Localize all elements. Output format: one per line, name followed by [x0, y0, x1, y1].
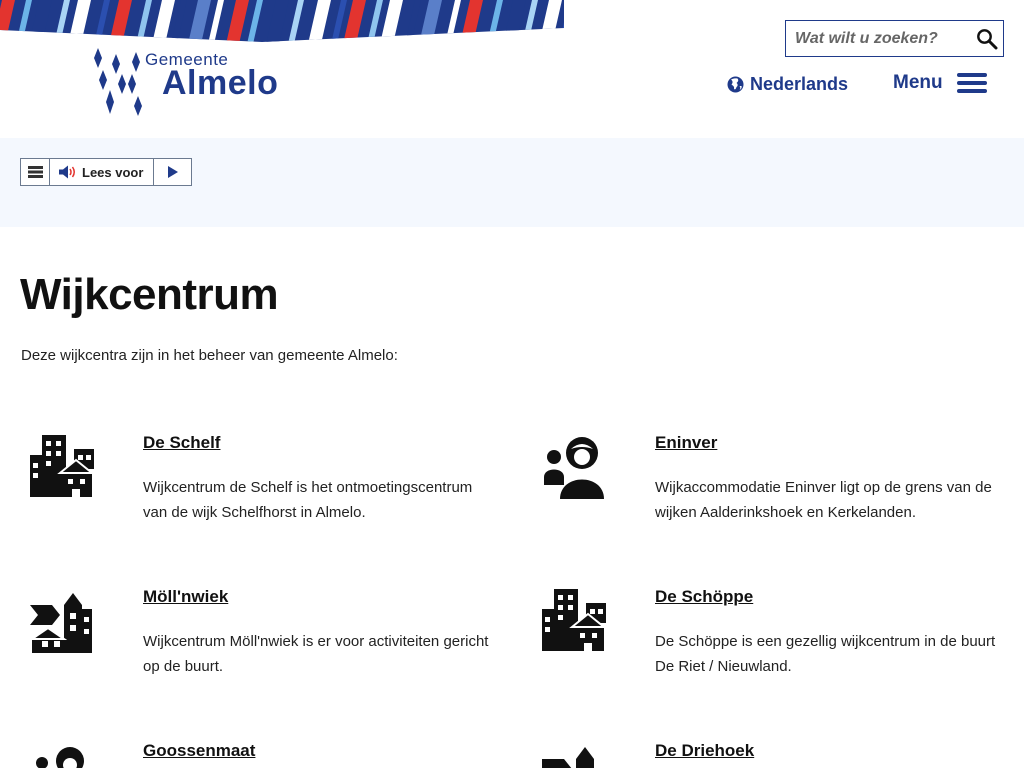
menu-button[interactable]	[893, 68, 987, 98]
page-intro: Deze wijkcentra zijn in het beheer van gemeente Almelo:	[21, 347, 398, 364]
card-title-link[interactable]: Möll'nwiek	[143, 587, 229, 606]
neighborhood-icon	[542, 741, 612, 768]
hamburger-icon	[957, 72, 987, 94]
page-title: Wijkcentrum	[20, 270, 279, 319]
card-description: De Schöppe is een gezellig wijkcentrum in de buurt De Riet / Nieuwland.	[655, 633, 996, 675]
site-header	[0, 0, 1024, 138]
people-icon	[542, 433, 612, 499]
search-box	[785, 20, 1004, 57]
speaker-icon	[59, 165, 77, 179]
language-label: Nederlands	[750, 73, 849, 94]
readspeaker-menu-button[interactable]	[21, 159, 50, 185]
card-description: Wijkcentrum Möll'nwiek is er voor activiteiten gericht op de buurt.	[143, 633, 489, 675]
city-buildings-icon	[542, 587, 612, 653]
play-button[interactable]	[154, 159, 191, 185]
logo-text-big: Almelo	[162, 64, 279, 102]
decorative-banner	[0, 0, 564, 44]
globe-icon	[727, 76, 744, 93]
card-title-link[interactable]: Goossenmaat	[143, 741, 256, 760]
card-title-link[interactable]: De Schöppe	[655, 587, 754, 606]
play-icon	[168, 166, 178, 178]
search-button[interactable]	[976, 28, 998, 50]
search-icon	[976, 28, 998, 50]
readspeaker-bar	[20, 158, 192, 186]
logo-mark-icon	[92, 46, 152, 120]
card-title-link[interactable]: De Driehoek	[655, 741, 755, 760]
read-aloud-button[interactable]	[50, 159, 154, 185]
people-icon	[30, 741, 100, 768]
read-aloud-label: Lees voor	[82, 164, 144, 180]
list-icon	[28, 166, 43, 178]
card-title-link[interactable]: De Schelf	[143, 433, 221, 452]
language-switch[interactable]	[727, 72, 848, 96]
card-description: Wijkcentrum de Schelf is het ontmoetingscentrum van de wijk Schelfhorst in Almelo.	[143, 479, 473, 521]
search-input[interactable]	[786, 21, 966, 56]
logo-text-small: Gemeente	[145, 50, 229, 69]
city-buildings-icon	[30, 433, 100, 499]
site-logo[interactable]	[92, 46, 302, 120]
card-description: Wijkaccommodatie Eninver ligt op de grens van de wijken Aalderinkshoek en Kerkelanden.	[655, 479, 992, 521]
card-title-link[interactable]: Eninver	[655, 433, 718, 452]
menu-label: Menu	[893, 72, 943, 93]
readspeaker-strip	[0, 138, 1024, 227]
neighborhood-icon	[30, 587, 100, 653]
